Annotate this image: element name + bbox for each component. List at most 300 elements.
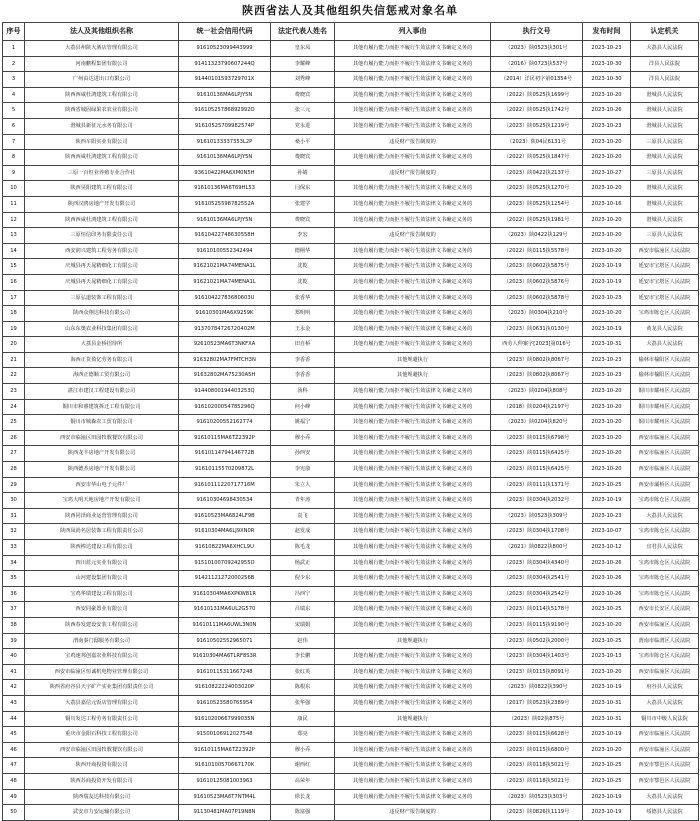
cell-org-name: 陕西开商投资有限公司 [25, 758, 179, 774]
cell-reason: 其他有履行能力而拒不履行生效法律文书确定义务的 [335, 477, 491, 493]
cell-authority: 三原县人民法院 [631, 134, 699, 150]
cell-authority: 西安市长安区人民法院 [631, 602, 699, 618]
cell-credit-code: 91610115570209872L [179, 462, 271, 478]
cell-credit-code: 91621021MA74MENA1L [179, 259, 271, 275]
table-row [3, 617, 699, 633]
col-header-doc-number: 执行文号 [491, 23, 583, 41]
cell-reason: 其他有履行能力而拒不履行生效法律文书确定义务的 [335, 196, 491, 212]
cell-index: 13 [3, 228, 25, 244]
cell-credit-code: 91610111MA6UWL3N0N [179, 617, 271, 633]
cell-credit-code: 91610523MA6T7NTM4L [179, 789, 271, 805]
cell-reason: 违反财产报告制度的 [335, 165, 491, 181]
cell-authority: 大荔县人民法院 [631, 789, 699, 805]
cell-index: 23 [3, 384, 25, 400]
cell-reason: 其他有履行能力而拒不履行生效法律文书确定义务的 [335, 789, 491, 805]
cell-publish-date: 2023-10-25 [583, 633, 631, 649]
cell-reason: 其他有履行能力而拒不履行生效法律文书确定义务的 [335, 274, 491, 290]
cell-legal-rep: 青年涛 [271, 493, 335, 509]
cell-publish-date: 2023-10-27 [583, 165, 631, 181]
cell-authority: 西安市临潼区人民法院 [631, 430, 699, 446]
cell-credit-code: 91610304MA6LJ9XN0R [179, 524, 271, 540]
cell-publish-date: 2023-10-30 [583, 72, 631, 88]
cell-org-name: 西安市华山电子元件厂 [25, 477, 179, 493]
table-row [3, 571, 699, 587]
cell-publish-date: 2023-10-19 [583, 321, 631, 337]
table-row [3, 602, 699, 618]
cell-doc-number: （2023）陕0114执5178号 [491, 602, 583, 618]
cell-credit-code: 91610100570667170K [179, 758, 271, 774]
table-row [3, 134, 699, 150]
cell-org-name: 海西正德顺工贸有限公司 [25, 368, 179, 384]
cell-doc-number: （2023）陕0304执1708号 [491, 524, 583, 540]
table-row [3, 633, 699, 649]
cell-publish-date: 2023-10-26 [583, 103, 631, 119]
cell-publish-date: 2023-10-19 [583, 274, 631, 290]
cell-reason: 其他有履行能力而拒不履行生效法律文书确定义务的 [335, 41, 491, 57]
cell-index: 2 [3, 56, 25, 72]
col-header-credit-code: 统一社会信用代码 [179, 23, 271, 41]
cell-doc-number: （2023）陕0602执5878号 [491, 290, 583, 306]
table-row [3, 742, 699, 758]
cell-org-name: 陕西车阳实业有限公司 [25, 134, 179, 150]
cell-org-name: 渭南秦门邸服务有限公司 [25, 633, 179, 649]
cell-authority: 宝鸡市陈仓区人民法院 [631, 555, 699, 571]
cell-authority: 黄龙县人民法院 [631, 321, 699, 337]
cell-org-name: 宝鸡速邦创嘉农业科技有限公司 [25, 649, 179, 665]
table-row [3, 664, 699, 680]
cell-legal-rep: 郑亮 [271, 727, 335, 743]
cell-legal-rep: 桑小平 [271, 134, 335, 150]
table-row [3, 306, 699, 322]
cell-org-name: 铜川发达工程劳务有限责任公司 [25, 711, 179, 727]
cell-index: 31 [3, 508, 25, 524]
cell-org-name: 铜川市和睿建筑拆迁工程有限公司 [25, 399, 179, 415]
cell-index: 47 [3, 758, 25, 774]
cell-authority: 延安市宝塔区人民法院 [631, 274, 699, 290]
cell-legal-rep: 刘秀峰 [271, 72, 335, 88]
cell-index: 39 [3, 633, 25, 649]
cell-publish-date: 2023-10-25 [583, 477, 631, 493]
cell-index: 38 [3, 617, 25, 633]
cell-reason: 其他有履行能力而拒不履行生效法律文书确定义务的 [335, 399, 491, 415]
cell-org-name: 西安市临潼区田园牧歌餐饮有限公司 [25, 742, 179, 758]
cell-doc-number: （2023）陕0525执1219号 [491, 118, 583, 134]
cell-legal-rep: 赵发成 [271, 524, 335, 540]
table-row [3, 773, 699, 789]
cell-legal-rep: 朱立人 [271, 477, 335, 493]
cell-index: 28 [3, 462, 25, 478]
cell-index: 48 [3, 773, 25, 789]
cell-org-name: 三原弘道装饰工程有限公司 [25, 290, 179, 306]
col-header-authority: 认定机关 [631, 23, 699, 41]
cell-doc-number: （2023）陕0115执6425号 [491, 446, 583, 462]
cell-doc-number: （2023）陕0115执6425号 [491, 462, 583, 478]
cell-credit-code: 91610200054785296Q [179, 399, 271, 415]
cell-org-name: 陕西西咸杜鸿建筑工程有限公司 [25, 87, 179, 103]
cell-authority: 延安市宝塔区人民法院 [631, 259, 699, 275]
cell-authority: 铜川市耀州区人民法院 [631, 415, 699, 431]
cell-legal-rep: 陈富强 [271, 805, 335, 821]
cell-credit-code: 91610422783680603U [179, 290, 271, 306]
cell-legal-rep: 汤科 [271, 384, 335, 400]
cell-org-name: 陕西德杰房地产开发有限公司 [25, 462, 179, 478]
cell-reason: 其他有履行能力而拒不履行生效法律文书确定义务的 [335, 773, 491, 789]
cell-reason: 其他有履行能力而拒不履行生效法律文书确定义务的 [335, 259, 491, 275]
cell-index: 17 [3, 290, 25, 306]
cell-credit-code: 91632802MA75230A5H [179, 368, 271, 384]
cell-index: 19 [3, 321, 25, 337]
cell-doc-number: （2023）陕0304执210号 [491, 306, 583, 322]
cell-credit-code: 91610304MA6XPKW81R [179, 586, 271, 602]
cell-legal-rep: 倪少东 [271, 571, 335, 587]
table-row [3, 695, 699, 711]
cell-reason: 其他有履行能力而拒不履行生效法律文书确定义务的 [335, 649, 491, 665]
cell-publish-date: 2023-10-23 [583, 508, 631, 524]
cell-org-name: 陕西省城固绿果农农业有限公司 [25, 103, 179, 119]
table-row [3, 477, 699, 493]
cell-reason: 其他有履行能力而拒不履行生效法律文书确定义务的 [335, 212, 491, 228]
table-row [3, 337, 699, 353]
cell-legal-rep: 李宏 [271, 228, 335, 244]
cell-doc-number: （2023）陕0118执5021号 [491, 773, 583, 789]
cell-publish-date: 2023-10-20 [583, 742, 631, 758]
cell-authority: 西安市鄠邑区人民法院 [631, 773, 699, 789]
cell-publish-date: 2023-10-16 [583, 196, 631, 212]
cell-legal-rep: 杨武正 [271, 555, 335, 571]
cell-org-name: 铜川市城森农工贸有限公司 [25, 415, 179, 431]
cell-legal-rep: 孙西安 [271, 446, 335, 462]
table-row [3, 87, 699, 103]
cell-index: 32 [3, 524, 25, 540]
cell-legal-rep: 李长鹏 [271, 649, 335, 665]
cell-credit-code: 91610136MA6LPJY5N [179, 87, 271, 103]
cell-credit-code: 91610523099443999 [179, 41, 271, 57]
table-row [3, 196, 699, 212]
cell-credit-code: 91610200552162774 [179, 415, 271, 431]
cell-publish-date: 2023-10-19 [583, 805, 631, 821]
cell-doc-number: （2023）陕0115执6798号 [491, 430, 583, 446]
cell-authority: 西安市临潼区人民法院 [631, 727, 699, 743]
cell-legal-rep: 穆小乔 [271, 430, 335, 446]
cell-credit-code: 91421121272000256B [179, 571, 271, 587]
cell-publish-date: 2023-10-31 [583, 337, 631, 353]
cell-credit-code: 91610114794146772B [179, 446, 271, 462]
cell-authority: 西安市临潼区人民法院 [631, 742, 699, 758]
cell-doc-number: （2023）陕0304执2032号 [491, 493, 583, 509]
cell-publish-date: 2023-10-31 [583, 695, 631, 711]
cell-org-name: 山河建设集团有限公司 [25, 571, 179, 587]
cell-index: 34 [3, 555, 25, 571]
cell-org-name: 广州由达进出口有限公司 [25, 72, 179, 88]
cell-index: 41 [3, 664, 25, 680]
cell-authority: 澄城县人民法院 [631, 118, 699, 134]
cell-index: 46 [3, 742, 25, 758]
blacklist-table [2, 22, 699, 821]
cell-publish-date: 2023-10-26 [583, 571, 631, 587]
cell-publish-date: 2023-10-23 [583, 118, 631, 134]
cell-index: 21 [3, 352, 25, 368]
cell-org-name: 西安市临潼区恒诚机电物业管理有限公司 [25, 664, 179, 680]
cell-legal-rep: 陈毛龙 [271, 540, 335, 556]
cell-publish-date: 2023-10-20 [583, 134, 631, 150]
cell-credit-code: 91610304698430534 [179, 493, 271, 509]
table-header-row [3, 23, 699, 41]
cell-index: 20 [3, 337, 25, 353]
cell-reason: 其他有履行能力而拒不履行生效法律文书确定义务的 [335, 87, 491, 103]
cell-doc-number: （2018）陕0204执2197号 [491, 399, 583, 415]
cell-legal-rep: 郑明明 [271, 306, 335, 322]
cell-org-name: 西安同豪置业有限公司 [25, 602, 179, 618]
cell-authority: 大荔县人民法院 [631, 695, 699, 711]
table-row [3, 259, 699, 275]
cell-reason: 其他有履行能力而拒不履行生效法律文书确定义务的 [335, 524, 491, 540]
cell-reason: 其他有履行能力而拒不履行生效法律文书确定义务的 [335, 72, 491, 88]
cell-reason: 其他有履行能力而拒不履行生效法律文书确定义务的 [335, 617, 491, 633]
cell-authority: 西安市灞桥区人民法院 [631, 477, 699, 493]
cell-doc-number: （2023）陕0111执1371号 [491, 477, 583, 493]
cell-legal-rep: 高荣年 [271, 773, 335, 789]
cell-publish-date: 2023-10-20 [583, 617, 631, 633]
cell-index: 24 [3, 399, 25, 415]
cell-index: 37 [3, 602, 25, 618]
col-header-publish-date: 发布时间 [583, 23, 631, 41]
cell-credit-code: 91610133337353L2P [179, 134, 271, 150]
cell-index: 36 [3, 586, 25, 602]
cell-publish-date: 2023-10-23 [583, 352, 631, 368]
cell-index: 22 [3, 368, 25, 384]
table-row [3, 586, 699, 602]
cell-index: 12 [3, 212, 25, 228]
cell-org-name: 陕西汉鸥房地产开发有限公司 [25, 196, 179, 212]
cell-org-name: 宝鸡华瑞建设工程有限公司 [25, 586, 179, 602]
cell-reason: 其他有履行能力而拒不履行生效法律文书确定义务的 [335, 540, 491, 556]
cell-index: 18 [3, 306, 25, 322]
cell-legal-rep: 闫保东 [271, 181, 335, 197]
table-row [3, 727, 699, 743]
cell-reason: 其他有履行能力而拒不履行生效法律文书确定义务的 [335, 602, 491, 618]
table-row [3, 649, 699, 665]
cell-doc-number: （2023）陕0304执1403号 [491, 649, 583, 665]
table-row [3, 274, 699, 290]
cell-authority: 大荔县人民法院 [631, 508, 699, 524]
cell-index: 42 [3, 680, 25, 696]
cell-credit-code: 91610136MA6LPJY5N [179, 150, 271, 166]
cell-publish-date: 2023-10-20 [583, 462, 631, 478]
cell-doc-number: （2016）陕0723执537号 [491, 56, 583, 72]
cell-credit-code: 91610125081003963 [179, 773, 271, 789]
cell-publish-date: 2023-10-20 [583, 243, 631, 259]
cell-reason: 其他有履行能力而拒不履行生效法律文书确定义务的 [335, 508, 491, 524]
cell-org-name: 陕西同泽商业运营管理有限公司 [25, 508, 179, 524]
cell-authority: 大荔县人民法院 [631, 337, 699, 353]
cell-credit-code: 91610304MA6TLRF8S3R [179, 649, 271, 665]
cell-credit-code: 91610822MA6XHCL9U [179, 540, 271, 556]
cell-index: 4 [3, 87, 25, 103]
cell-legal-rep: 吕瑞东 [271, 602, 335, 618]
cell-legal-rep: 陈根东 [271, 680, 335, 696]
cell-reason: 其他规避执行 [335, 352, 491, 368]
cell-doc-number: （2023）陕0304执2542号 [491, 586, 583, 602]
cell-authority: 渭南市临渭区人民法院 [631, 633, 699, 649]
col-header-legal-rep: 法定代表人姓名 [271, 23, 335, 41]
cell-publish-date: 2023-10-20 [583, 384, 631, 400]
table-body [3, 41, 699, 821]
table-row [3, 462, 699, 478]
cell-reason: 其他有履行能力而拒不履行生效法律文书确定义务的 [335, 337, 491, 353]
cell-legal-rep: 李宪康 [271, 462, 335, 478]
cell-authority: 宝鸡市陈仓区人民法院 [631, 524, 699, 540]
cell-credit-code: 91610525598782552A [179, 196, 271, 212]
cell-legal-rep: 何小峰 [271, 399, 335, 415]
cell-doc-number: （2023）陕0523执301号 [491, 41, 583, 57]
cell-index: 5 [3, 103, 25, 119]
cell-authority: 西安市鄠邑区人民法院 [631, 758, 699, 774]
table-row [3, 415, 699, 431]
cell-publish-date: 2023-10-26 [583, 586, 631, 602]
cell-credit-code: 91130481MA07P19N8N [179, 805, 271, 821]
cell-org-name: 三原一百恒业养殖专业合作社 [25, 165, 179, 181]
cell-index: 7 [3, 134, 25, 150]
cell-doc-number: （2023）陕0525执1270号 [491, 181, 583, 197]
cell-doc-number: （2023）陕0502执2000号 [491, 633, 583, 649]
cell-publish-date: 2023-10-30 [583, 56, 631, 72]
cell-org-name: 陕西苏商投资开发有限公司 [25, 773, 179, 789]
cell-doc-number: （2023）陕0304执2541号 [491, 571, 583, 587]
cell-legal-rep: 沈乾 [271, 259, 335, 275]
cell-index: 8 [3, 150, 25, 166]
cell-legal-rep: 赵伟 [271, 633, 335, 649]
cell-authority: 榆林市榆阳区人民法院 [631, 352, 699, 368]
cell-authority: 西安市临潼区人民法院 [631, 446, 699, 462]
cell-index: 16 [3, 274, 25, 290]
cell-legal-rep: 徐长龙 [271, 789, 335, 805]
cell-publish-date: 2023-10-19 [583, 680, 631, 696]
table-row [3, 711, 699, 727]
table-row [3, 41, 699, 57]
table-row [3, 368, 699, 384]
cell-index: 49 [3, 789, 25, 805]
cell-publish-date: 2023-10-20 [583, 181, 631, 197]
cell-reason: 其他有履行能力而拒不履行生效法律文书确定义务的 [335, 493, 491, 509]
cell-doc-number: （2023）陕04民6131号 [491, 134, 583, 150]
cell-credit-code: 91610115MA6TZ2392P [179, 430, 271, 446]
cell-legal-rep: 李耀峰 [271, 56, 335, 72]
cell-legal-rep: 张三元 [271, 103, 335, 119]
cell-legal-rep: 费晓宾 [271, 87, 335, 103]
cell-legal-rep: 谢西红 [271, 758, 335, 774]
cell-authority: 三原县人民法院 [631, 228, 699, 244]
cell-doc-number: （2023）陕0602执5875号 [491, 259, 583, 275]
cell-org-name: 大荔县金桥招待所 [25, 337, 179, 353]
cell-publish-date: 2023-10-20 [583, 212, 631, 228]
cell-reason: 其他有履行能力而拒不履行生效法律文书确定义务的 [335, 430, 491, 446]
table-row [3, 165, 699, 181]
table-row [3, 243, 699, 259]
table-row [3, 228, 699, 244]
cell-authority: 大荔县人民法院 [631, 41, 699, 57]
cell-org-name: 宝鸡大明天地房地产开发有限公司 [25, 493, 179, 509]
cell-doc-number: 西劳人仲案字[2023]第016号 [491, 337, 583, 353]
cell-reason: 其他有履行能力而拒不履行生效法律文书确定义务的 [335, 56, 491, 72]
cell-doc-number: （2023）陕0118执5021号 [491, 758, 583, 774]
cell-reason: 其他有履行能力而拒不履行生效法律文书确定义务的 [335, 695, 491, 711]
cell-doc-number: （2023）陕02执875号 [491, 711, 583, 727]
table-row [3, 446, 699, 462]
cell-publish-date: 2023-10-25 [583, 758, 631, 774]
cell-org-name: 澄城县新征元水务有限公司 [25, 118, 179, 134]
cell-org-name: 陕西西咸杜鸿建筑工程有限公司 [25, 150, 179, 166]
cell-credit-code: 91610136MA6T69HL53 [179, 181, 271, 197]
table-row [3, 399, 699, 415]
cell-doc-number: （2023）陕0525执1254号 [491, 196, 583, 212]
cell-doc-number: （2023）陕0115执6800号 [491, 742, 583, 758]
cell-reason: 其他有履行能力而拒不履行生效法律文书确定义务的 [335, 103, 491, 119]
cell-credit-code: 91610422748630558H [179, 228, 271, 244]
cell-legal-rep: 李香香 [271, 368, 335, 384]
cell-credit-code: 91370784726720402M [179, 321, 271, 337]
table-row [3, 118, 699, 134]
cell-credit-code: 91440800194403253Q [179, 384, 271, 400]
cell-credit-code: 91440101593729701X [179, 72, 271, 88]
cell-reason: 其他有履行能力而拒不履行生效法律文书确定义务的 [335, 555, 491, 571]
cell-org-name: 重庆市金阳石科技工程有限公司 [25, 727, 179, 743]
cell-credit-code: 91632802MA7FMTCH3N [179, 352, 271, 368]
cell-authority: 铜川市中级人民法院 [631, 711, 699, 727]
cell-credit-code: 93610422MA6XM0N5H [179, 165, 271, 181]
cell-reason: 其他有履行能力而拒不履行生效法律文书确定义务的 [335, 150, 491, 166]
cell-org-name: 陕西众翔达科技有限公司 [25, 306, 179, 322]
table-row [3, 508, 699, 524]
cell-legal-rep: 张香华 [271, 290, 335, 306]
cell-legal-rep: 沈乾 [271, 274, 335, 290]
cell-legal-rep: 宋瑞娟 [271, 617, 335, 633]
cell-doc-number: （2023）陕0826执1119号 [491, 805, 583, 821]
cell-authority: 宝鸡市陈仓区人民法院 [631, 571, 699, 587]
cell-legal-rep: 费晓宾 [271, 212, 335, 228]
cell-index: 3 [3, 72, 25, 88]
table-row [3, 680, 699, 696]
cell-doc-number: （2022）陕0115执5578号 [491, 243, 583, 259]
cell-credit-code: 91610111220717716M [179, 477, 271, 493]
table-row [3, 430, 699, 446]
cell-org-name: 海西正货盈亿劳务有限公司 [25, 352, 179, 368]
cell-doc-number: （2023）陕0802执8067号 [491, 352, 583, 368]
cell-org-name: 三原恒信印务有限责任公司 [25, 228, 179, 244]
cell-publish-date: 2023-10-20 [583, 399, 631, 415]
table-row [3, 493, 699, 509]
table-row [3, 540, 699, 556]
cell-reason: 违反财产报告制度的 [335, 134, 491, 150]
cell-org-name: 河南鹏程集团有限公司 [25, 56, 179, 72]
cell-org-name: 湛江市建汉工程建设有限公司 [25, 384, 179, 400]
cell-doc-number: （2022）陕0525执1699号 [491, 87, 583, 103]
cell-doc-number: （2022）陕0525执1847号 [491, 150, 583, 166]
cell-credit-code: 91610523580765954 [179, 695, 271, 711]
cell-publish-date: 2023-10-26 [583, 555, 631, 571]
col-header-index: 序号 [3, 23, 25, 41]
cell-reason: 其他规避执行 [335, 711, 491, 727]
cell-credit-code: 91610115MA6TZ2392P [179, 742, 271, 758]
cell-legal-rep: 穆小乔 [271, 742, 335, 758]
cell-publish-date: 2023-10-31 [583, 711, 631, 727]
table-row [3, 352, 699, 368]
cell-credit-code: 91510100709242955O [179, 555, 271, 571]
cell-reason: 其他有履行能力而拒不履行生效法律文书确定义务的 [335, 243, 491, 259]
cell-org-name: 山东东奥农业科技集团有限公司 [25, 321, 179, 337]
col-header-reason: 列入事由 [335, 23, 491, 41]
cell-publish-date: 2023-10-23 [583, 41, 631, 57]
cell-authority: 洋县人民法院 [631, 56, 699, 72]
